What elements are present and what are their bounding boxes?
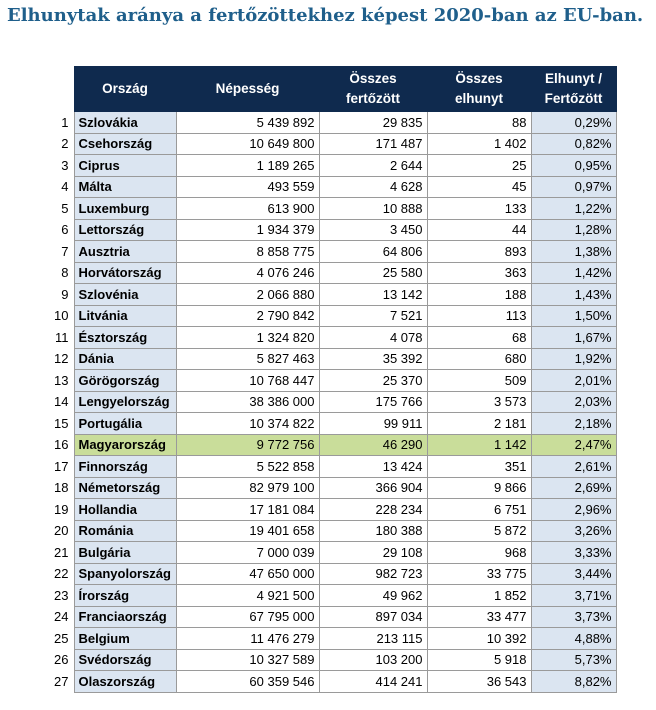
row-index: 1 [61,114,69,130]
country-cell: Málta [74,176,176,198]
row-index: 3 [61,157,69,173]
index-header [50,67,74,112]
ratio-cell: 1,42% [531,262,616,284]
deaths-cell: 509 [427,370,531,392]
row-index: 12 [54,351,69,367]
deaths-cell: 968 [427,542,531,564]
deaths-cell: 6 751 [427,499,531,521]
population-cell: 19 401 658 [176,520,319,542]
page-title: Elhunytak aránya a fertőzöttekhez képest 2020-ban az EU-ban. [7,5,644,26]
table-row [50,133,616,155]
row-index: 25 [54,630,69,646]
row-index: 22 [54,566,69,582]
infected-cell: 46 290 [319,434,427,456]
ratio-cell: 3,71% [531,585,616,607]
infected-cell: 49 962 [319,585,427,607]
ratio-cell: 2,61% [531,456,616,478]
country-cell: Magyarország [74,434,176,456]
deaths-cell: 113 [427,305,531,327]
table-row [50,198,616,220]
table-row [50,370,616,392]
row-index: 11 [55,329,69,345]
infected-cell: 64 806 [319,241,427,263]
infected-cell: 982 723 [319,563,427,585]
population-cell: 2 066 880 [176,284,319,306]
country-cell: Lettország [74,219,176,241]
table-row [50,520,616,542]
infected-cell: 25 580 [319,262,427,284]
eu-death-ratio-table [50,66,617,693]
infected-cell: 414 241 [319,671,427,693]
deaths-cell: 33 477 [427,606,531,628]
infected-cell: 3 450 [319,219,427,241]
ratio-cell: 1,38% [531,241,616,263]
table-row [50,176,616,198]
table-body [50,112,616,693]
country-cell: Szlovákia [74,112,176,134]
deaths-cell: 188 [427,284,531,306]
population-cell: 2 790 842 [176,305,319,327]
infected-cell: 35 392 [319,348,427,370]
table-row [50,456,616,478]
deaths-cell: 5 918 [427,649,531,671]
country-column-header: Ország [74,67,176,112]
infected-column-header: Összes fertőzött [319,67,427,112]
country-cell: Spanyolország [74,563,176,585]
row-index: 23 [54,587,69,603]
country-cell: Belgium [74,628,176,650]
row-index: 13 [54,372,69,388]
table-row [50,327,616,349]
population-cell: 8 858 775 [176,241,319,263]
deaths-cell: 5 872 [427,520,531,542]
deaths-cell: 3 573 [427,391,531,413]
row-index: 6 [61,222,69,238]
row-index: 19 [54,501,69,517]
deaths-cell: 1 402 [427,133,531,155]
table-row [50,628,616,650]
deaths-cell: 44 [427,219,531,241]
population-cell: 10 327 589 [176,649,319,671]
population-cell: 10 374 822 [176,413,319,435]
infected-cell: 13 424 [319,456,427,478]
ratio-cell: 3,26% [531,520,616,542]
deaths-cell: 133 [427,198,531,220]
ratio-cell: 0,97% [531,176,616,198]
population-cell: 11 476 279 [176,628,319,650]
country-cell: Franciaország [74,606,176,628]
population-cell: 60 359 546 [176,671,319,693]
country-cell: Olaszország [74,671,176,693]
country-cell: Litvánia [74,305,176,327]
country-cell: Románia [74,520,176,542]
row-index: 21 [54,544,69,560]
country-cell: Luxemburg [74,198,176,220]
deaths-cell: 88 [427,112,531,134]
population-cell: 9 772 756 [176,434,319,456]
ratio-cell: 4,88% [531,628,616,650]
ratio-cell: 5,73% [531,649,616,671]
ratio-cell: 0,95% [531,155,616,177]
infected-cell: 4 078 [319,327,427,349]
row-index: 7 [61,243,69,259]
row-index: 20 [54,523,69,539]
population-cell: 82 979 100 [176,477,319,499]
country-cell: Finnország [74,456,176,478]
population-cell: 1 934 379 [176,219,319,241]
deaths-cell: 25 [427,155,531,177]
infected-cell: 25 370 [319,370,427,392]
ratio-cell: 0,29% [531,112,616,134]
population-cell: 47 650 000 [176,563,319,585]
country-cell: Dánia [74,348,176,370]
ratio-cell: 1,67% [531,327,616,349]
ratio-cell: 1,28% [531,219,616,241]
infected-cell: 180 388 [319,520,427,542]
deaths-cell: 1 852 [427,585,531,607]
ratio-cell: 2,96% [531,499,616,521]
country-cell: Svédország [74,649,176,671]
ratio-cell: 1,92% [531,348,616,370]
population-cell: 17 181 084 [176,499,319,521]
infected-cell: 228 234 [319,499,427,521]
infected-cell: 2 644 [319,155,427,177]
table-row [50,606,616,628]
country-cell: Írország [74,585,176,607]
ratio-cell: 2,47% [531,434,616,456]
row-index: 14 [54,394,69,410]
population-column-header: Népesség [176,67,319,112]
table-row [50,112,616,134]
deaths-cell: 9 866 [427,477,531,499]
ratio-cell: 1,43% [531,284,616,306]
deaths-cell: 680 [427,348,531,370]
deaths-column-header: Összes elhunyt [427,67,531,112]
country-cell: Ciprus [74,155,176,177]
population-cell: 38 386 000 [176,391,319,413]
table-row [50,241,616,263]
country-cell: Észtország [74,327,176,349]
country-cell: Ausztria [74,241,176,263]
ratio-cell: 3,33% [531,542,616,564]
country-cell: Csehország [74,133,176,155]
row-index: 24 [54,609,69,625]
ratio-cell: 1,50% [531,305,616,327]
table-row [50,671,616,693]
table-row [50,542,616,564]
table-row [50,413,616,435]
deaths-cell: 351 [427,456,531,478]
population-cell: 7 000 039 [176,542,319,564]
table-row [50,434,616,456]
row-index: 4 [61,179,69,195]
table-row [50,499,616,521]
country-cell: Németország [74,477,176,499]
table-row [50,155,616,177]
deaths-cell: 36 543 [427,671,531,693]
deaths-cell: 893 [427,241,531,263]
row-index: 26 [54,652,69,668]
infected-cell: 13 142 [319,284,427,306]
ratio-cell: 3,44% [531,563,616,585]
population-cell: 4 076 246 [176,262,319,284]
ratio-cell: 8,82% [531,671,616,693]
population-cell: 10 768 447 [176,370,319,392]
infected-cell: 10 888 [319,198,427,220]
ratio-cell: 2,18% [531,413,616,435]
ratio-cell: 0,82% [531,133,616,155]
population-cell: 1 189 265 [176,155,319,177]
row-index: 17 [54,458,69,474]
table-row [50,219,616,241]
row-index: 18 [54,480,69,496]
row-index: 15 [54,415,69,431]
table-row [50,305,616,327]
country-cell: Portugália [74,413,176,435]
ratio-cell: 2,01% [531,370,616,392]
infected-cell: 29 108 [319,542,427,564]
ratio-column-header: Elhunyt / Fertőzött [531,67,616,112]
table-header-row [50,67,616,112]
population-cell: 5 522 858 [176,456,319,478]
ratio-cell: 3,73% [531,606,616,628]
population-cell: 10 649 800 [176,133,319,155]
infected-cell: 897 034 [319,606,427,628]
table-row [50,649,616,671]
row-index: 16 [54,437,69,453]
country-cell: Szlovénia [74,284,176,306]
country-cell: Bulgária [74,542,176,564]
population-cell: 613 900 [176,198,319,220]
row-index: 27 [54,673,69,689]
population-cell: 5 439 892 [176,112,319,134]
country-cell: Hollandia [74,499,176,521]
infected-cell: 4 628 [319,176,427,198]
country-cell: Lengyelország [74,391,176,413]
deaths-cell: 45 [427,176,531,198]
infected-cell: 366 904 [319,477,427,499]
row-index: 9 [61,286,69,302]
infected-cell: 7 521 [319,305,427,327]
ratio-cell: 1,22% [531,198,616,220]
country-cell: Görögország [74,370,176,392]
deaths-cell: 2 181 [427,413,531,435]
ratio-cell: 2,03% [531,391,616,413]
deaths-cell: 363 [427,262,531,284]
table-row [50,348,616,370]
population-cell: 1 324 820 [176,327,319,349]
row-index: 2 [61,136,69,152]
table-row [50,477,616,499]
table-row [50,585,616,607]
row-index: 5 [61,200,69,216]
row-index: 8 [61,265,69,281]
infected-cell: 213 115 [319,628,427,650]
country-cell: Horvátország [74,262,176,284]
deaths-cell: 10 392 [427,628,531,650]
population-cell: 4 921 500 [176,585,319,607]
table-row [50,563,616,585]
infected-cell: 99 911 [319,413,427,435]
deaths-cell: 33 775 [427,563,531,585]
deaths-cell: 1 142 [427,434,531,456]
infected-cell: 103 200 [319,649,427,671]
population-cell: 67 795 000 [176,606,319,628]
row-index: 10 [54,308,69,324]
infected-cell: 175 766 [319,391,427,413]
infected-cell: 29 835 [319,112,427,134]
population-cell: 5 827 463 [176,348,319,370]
infected-cell: 171 487 [319,133,427,155]
table-row [50,262,616,284]
ratio-cell: 2,69% [531,477,616,499]
population-cell: 493 559 [176,176,319,198]
table-row [50,284,616,306]
deaths-cell: 68 [427,327,531,349]
table-row [50,391,616,413]
